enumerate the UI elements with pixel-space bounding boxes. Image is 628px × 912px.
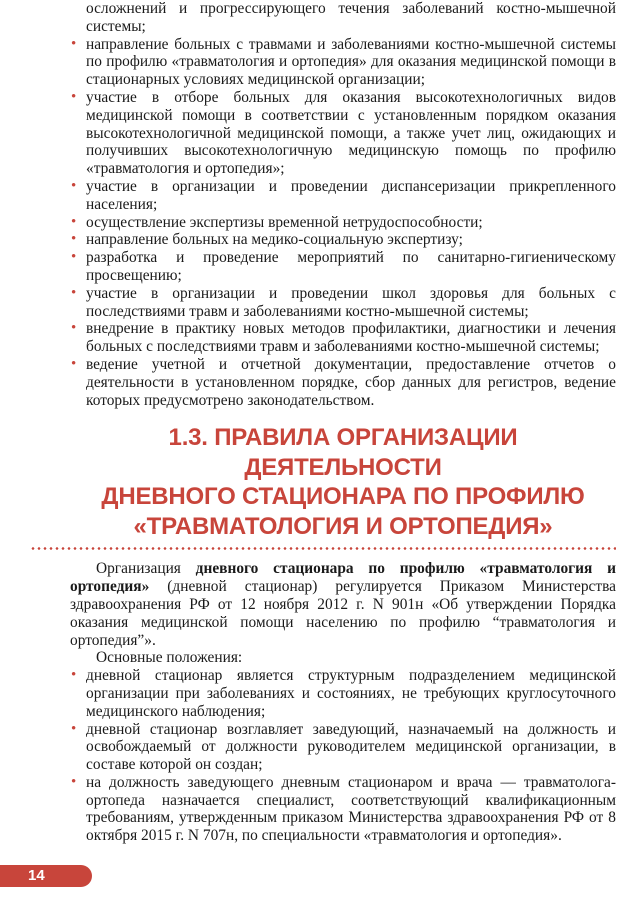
top-fragment: осложнений и прогрессирующего течения заболеваний костно-мышечной системы; — [86, 0, 616, 35]
intro-bold: дневного стационара по профилю «травматология и ортопедия» — [70, 560, 616, 596]
heading-line: 1.3. ПРАВИЛА ОРГАНИЗАЦИИ ДЕЯТЕЛЬНОСТИ — [168, 424, 518, 481]
bullet-icon: • — [71, 320, 77, 337]
intro-paragraph: Организация дневного стационара по профилю «травматология и ортопедия» (дневной стационар) регулируется Приказом Министерства здравоохранения РФ от 12 ноября 2012 г. N 901н «Об утверждении Порядка оказания медицинской помощи населению по профилю “травматология и ортопедия”». — [70, 560, 616, 649]
bullet-icon: • — [71, 773, 77, 790]
list-item: • участие в организации и проведении школ здоровья для больных с последствиями травм и заболеваниями костно-мышечной системы; — [71, 284, 616, 320]
heading-line: ДНЕВНОГО СТАЦИОНАРА ПО ПРОФИЛЮ — [101, 483, 585, 511]
section-heading — [70, 423, 616, 541]
bullet-icon: • — [71, 213, 77, 230]
list-item: • осуществление экспертизы временной нетрудоспособности; — [71, 213, 483, 231]
page-number-tab — [0, 865, 92, 887]
page-number: 14 — [28, 867, 45, 884]
list-item: • на должность заведующего дневным стационаром и врача — травматолога-ортопеда назначается специалист, соответствующий квалификационным требованиям, утвержденным приказом Министерства здравоохранения РФ от 8 октября 2015 г. N 707н, по специальности «травматология и ортопедия». — [71, 773, 616, 845]
list-item: • участие в отборе больных для оказания высокотехнологичных видов медицинской помощи в соответствии с установленным порядком оказания высокотехнологичной медицинской помощи, а также учет лиц, ожидающих и получивших высокотехнологичную медицинскую помощь по профилю «травматология и ортопедия»; — [71, 88, 616, 178]
bullet-icon: • — [71, 177, 77, 194]
bullet-icon: • — [71, 249, 77, 266]
list-item: • ведение учетной и отчетной документации, предоставление отчетов о деятельности в установленном порядке, сбор данных для регистров, ведение которых предусмотрено законодательством. — [71, 355, 616, 409]
basics-label: Основные положения: — [96, 649, 243, 667]
list-item: • участие в организации и проведении диспансеризации прикрепленного населения; — [71, 177, 616, 213]
heading-line: «ТРАВМАТОЛОГИЯ И ОРТОПЕДИЯ» — [133, 512, 553, 540]
list-item: • внедрение в практику новых методов профилактики, диагностики и лечения больных с последствиями травм и заболеваниями костно-мышечной системы; — [71, 320, 616, 356]
bullet-icon: • — [71, 720, 77, 737]
top-bullet-list — [70, 36, 616, 410]
bullet-icon: • — [71, 284, 77, 301]
list-item: • направление больных с травмами и заболеваниями костно-мышечной системы по профилю «травматология и ортопедия» для оказания медицинской помощи в стационарных условиях медицинской организации; — [71, 35, 616, 89]
list-item: • дневной стационар является структурным подразделением медицинской организации при заболеваниях и состояниях, не требующих круглосуточного медицинского наблюдения; — [71, 667, 616, 720]
bullet-icon: • — [71, 667, 77, 684]
list-item: • разработка и проведение мероприятий по санитарно-гигиеническому просвещению; — [71, 249, 616, 284]
bullet-icon: • — [71, 231, 77, 248]
section-bullet-list — [70, 667, 616, 845]
list-item: • дневной стационар возглавляет заведующий, назначаемый на должность и освобождаемый от должности руководителем медицинской организации, в составе которой он создан; — [71, 720, 616, 774]
list-item: • направление больных на медико-социальную экспертизу; — [71, 231, 463, 249]
bullet-icon: • — [71, 35, 77, 52]
dotted-divider — [30, 547, 616, 550]
bullet-icon: • — [71, 355, 77, 372]
page-content — [70, 0, 616, 845]
bullet-icon: • — [71, 88, 77, 105]
